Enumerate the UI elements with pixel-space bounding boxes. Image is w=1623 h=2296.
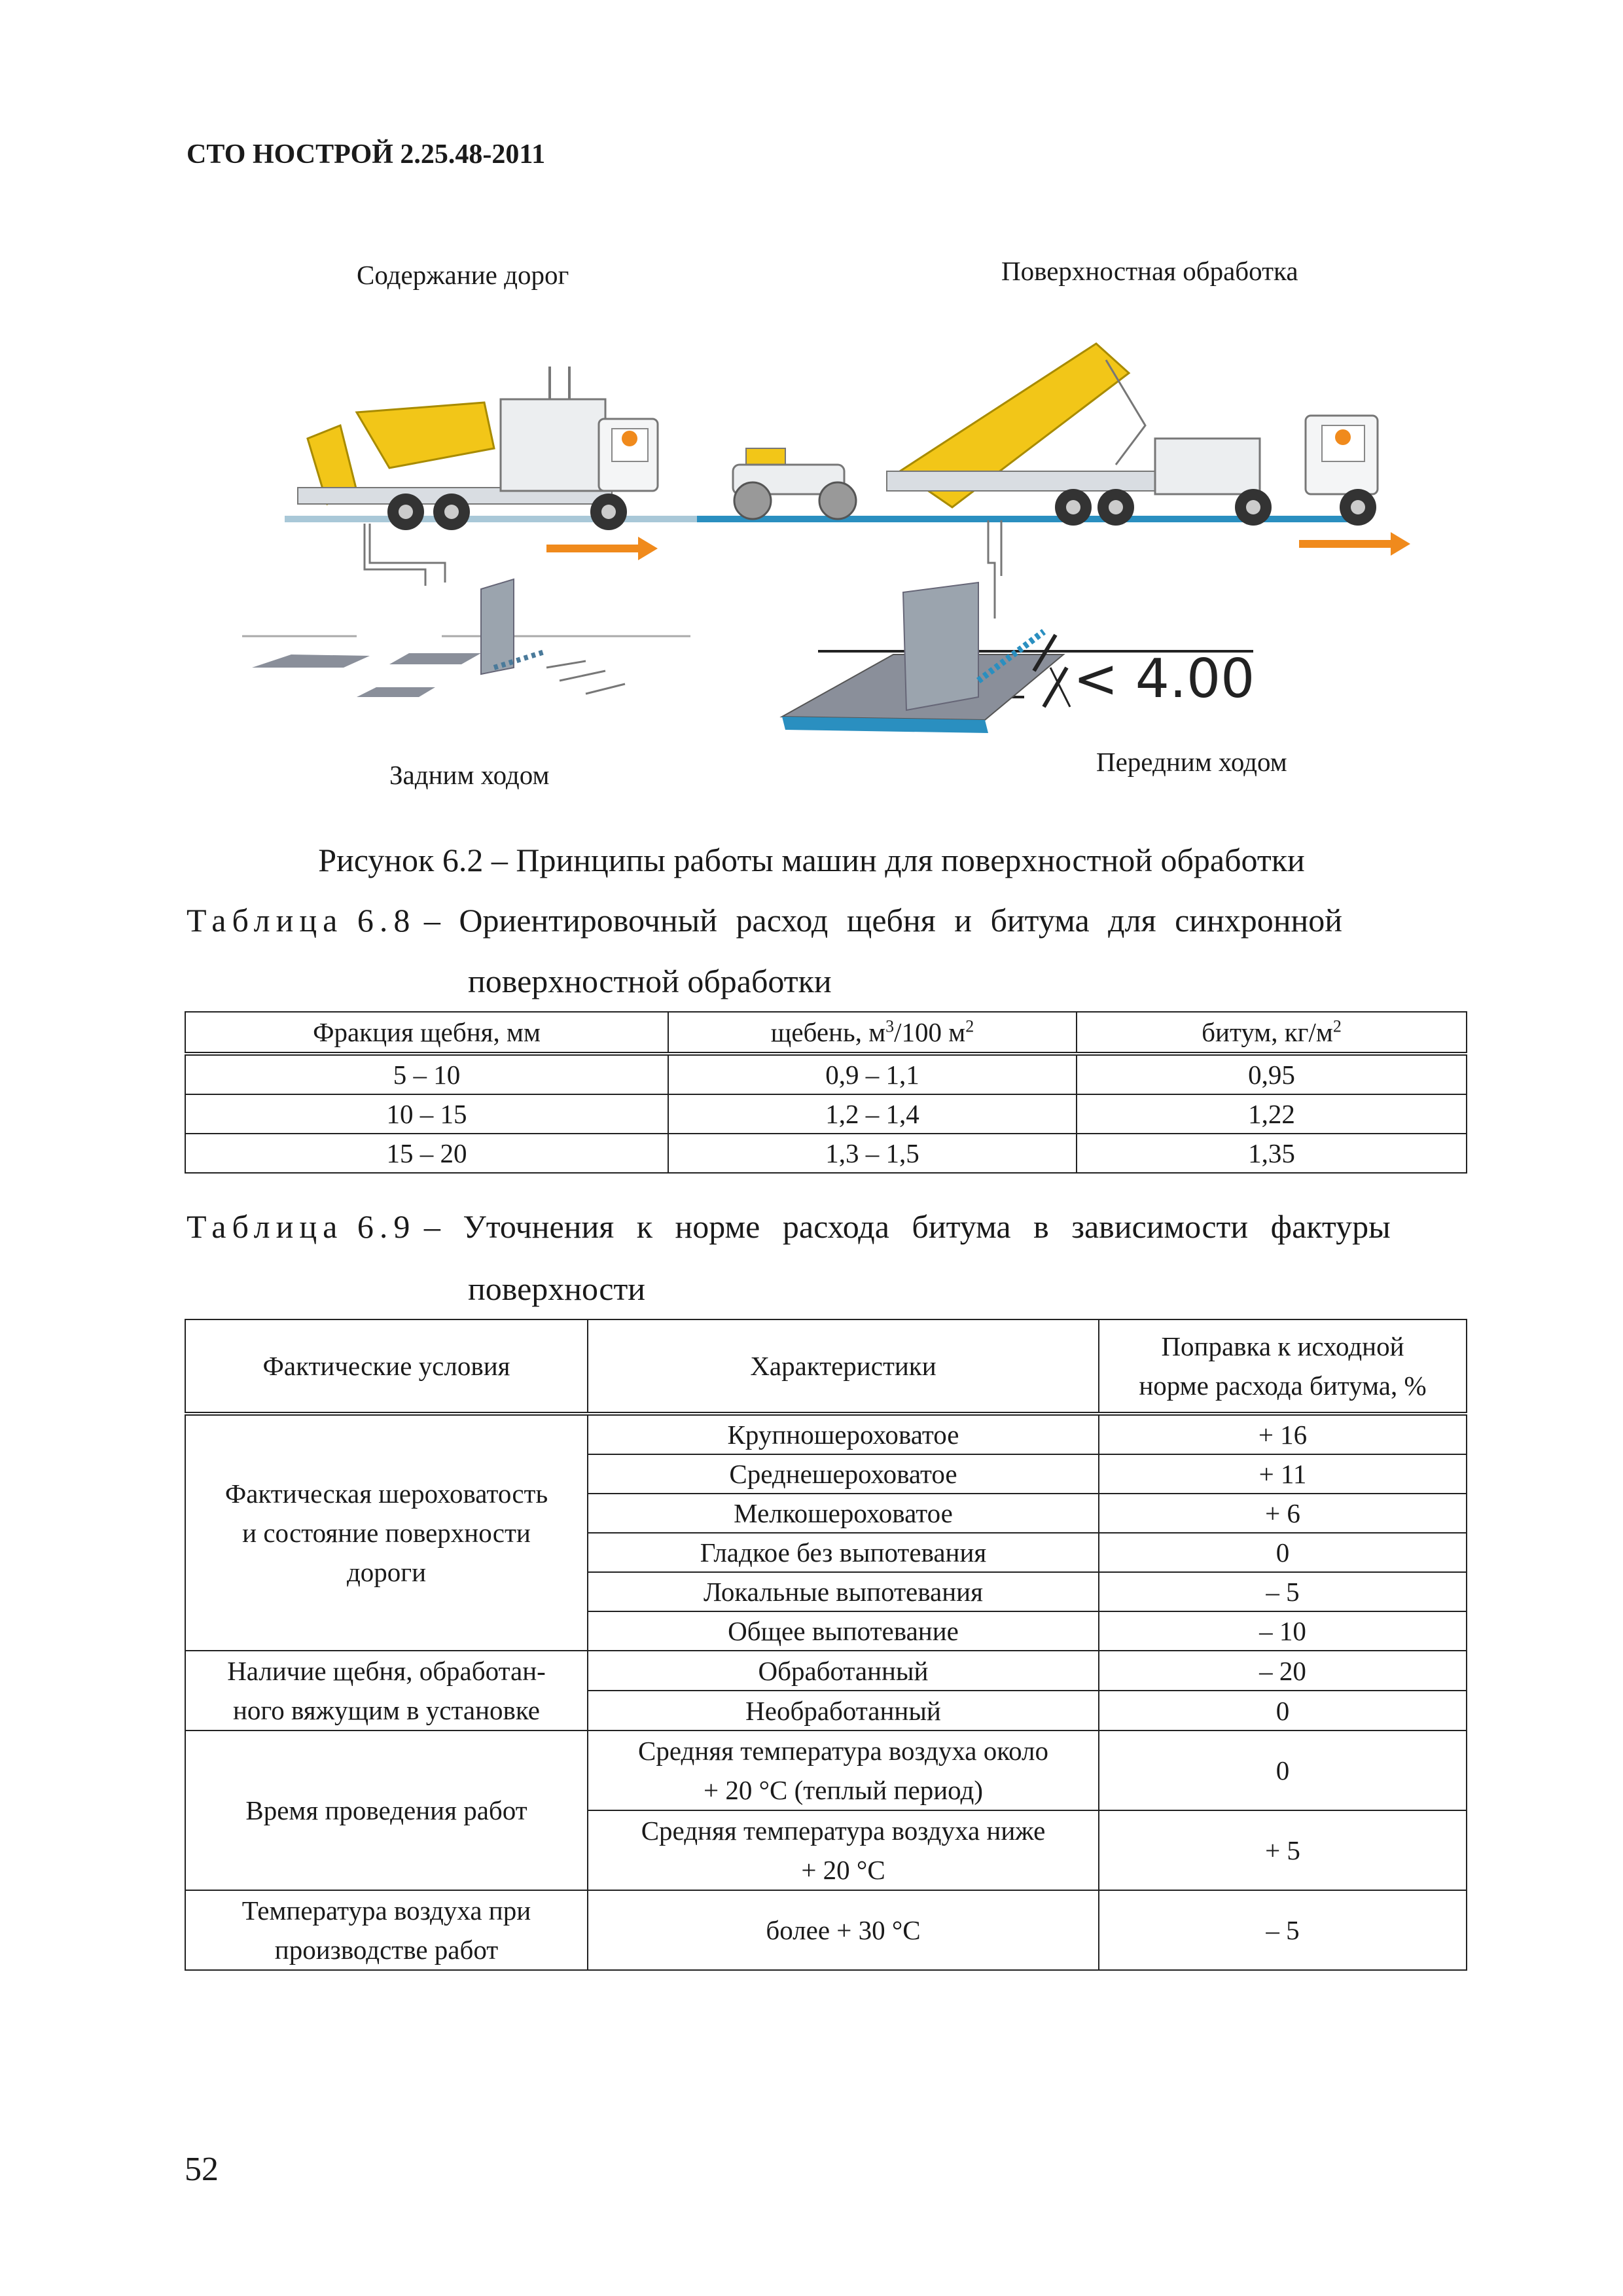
table-row — [185, 1731, 1467, 1810]
table-cell: 0 — [1099, 1731, 1467, 1810]
direction-arrow-right — [1299, 532, 1410, 556]
table-cell: 0 — [1099, 1691, 1467, 1731]
forward-spreading-diagram — [782, 520, 1255, 733]
table-row — [185, 1414, 1467, 1454]
table-cell: 1,22 — [1077, 1094, 1467, 1134]
figure-label-surface-treatment: Поверхностная обработка — [1001, 256, 1298, 286]
table-cell: Средняя температура воздуха около + 20 °С (теплый период) — [588, 1731, 1099, 1810]
condition-cell: Фактическая шероховатость и состояние поверхности дороги — [185, 1414, 588, 1651]
table-cell: 0,9 – 1,1 — [668, 1054, 1077, 1094]
table-cell: более + 30 °С — [588, 1890, 1099, 1970]
table-cell: – 20 — [1099, 1651, 1467, 1691]
table68-caption — [187, 901, 1342, 939]
header-cell: Характеристики — [588, 1319, 1099, 1414]
dimension-label: < 4.00 — [1073, 648, 1255, 710]
header-cell: Поправка к исходной норме расхода битума, % — [1099, 1319, 1467, 1414]
road-roller — [733, 448, 856, 519]
table-cell: 1,3 – 1,5 — [668, 1134, 1077, 1173]
table68-prefix: Таблица 6.8 — [187, 902, 416, 939]
table68-caption-text: – Ориентировочный расход щебня и битума для синхронной — [423, 902, 1343, 939]
table-cell: 10 – 15 — [185, 1094, 668, 1134]
table-row — [185, 1651, 1467, 1691]
table-cell: Средняя температура воздуха ниже + 20 °С — [588, 1810, 1099, 1890]
figure-label-reverse: Задним ходом — [389, 760, 550, 790]
maintenance-truck — [298, 367, 658, 530]
figure-label-forward: Передним ходом — [1096, 747, 1287, 777]
table69-caption-line2: поверхности — [468, 1270, 646, 1307]
table-6-8 — [185, 1011, 1467, 1174]
figure-label-maintenance: Содержание дорог — [357, 260, 569, 290]
figure-caption: Рисунок 6.2 – Принципы работы машин для поверхностной обработки — [318, 842, 1305, 878]
table-row — [185, 1094, 1467, 1134]
header-cell: щебень, $м^3/100$ $м^2$ — [668, 1012, 1077, 1054]
table69-caption-text: – Уточнения к норме расхода битума в зависимости фактуры — [423, 1208, 1391, 1245]
table-row — [185, 1134, 1467, 1173]
road-machines-illustration — [193, 340, 1436, 753]
header-cell: Фактические условия — [185, 1319, 588, 1414]
table-cell: 15 – 20 — [185, 1134, 668, 1173]
condition-cell: Наличие щебня, обработан- ного вяжущим в установке — [185, 1651, 588, 1731]
table-row — [185, 1054, 1467, 1094]
condition-cell: Время проведения работ — [185, 1731, 588, 1890]
table-cell: 5 – 10 — [185, 1054, 668, 1094]
condition-cell: Температура воздуха при производстве работ — [185, 1890, 588, 1970]
table69-caption — [187, 1208, 1391, 1246]
table-cell: Необработанный — [588, 1691, 1099, 1731]
table69-prefix: Таблица 6.9 — [187, 1208, 416, 1245]
table-cell: Общее выпотевание — [588, 1611, 1099, 1651]
table-cell: – 5 — [1099, 1572, 1467, 1611]
table-cell: – 10 — [1099, 1611, 1467, 1651]
table-cell: Обработанный — [588, 1651, 1099, 1691]
table-cell: + 11 — [1099, 1454, 1467, 1494]
table-cell: + 5 — [1099, 1810, 1467, 1890]
document-header: СТО НОСТРОЙ 2.25.48-2011 — [187, 139, 546, 170]
table-cell: Локальные выпотевания — [588, 1572, 1099, 1611]
table-cell: – 5 — [1099, 1890, 1467, 1970]
header-cell: Фракция щебня, мм — [185, 1012, 668, 1054]
table-header-row — [185, 1012, 1467, 1054]
table-cell: + 6 — [1099, 1494, 1467, 1533]
table-cell: Крупношероховатое — [588, 1414, 1099, 1454]
table-cell: Мелкошероховатое — [588, 1494, 1099, 1533]
table-cell: Гладкое без выпотевания — [588, 1533, 1099, 1572]
table68-caption-line2: поверхностной обработки — [468, 963, 832, 999]
table-cell: Среднешероховатое — [588, 1454, 1099, 1494]
page-number: 52 — [185, 2151, 219, 2188]
table-row — [185, 1890, 1467, 1970]
chip-spreader-truck — [887, 344, 1378, 526]
table-cell: 0,95 — [1077, 1054, 1467, 1094]
header-cell: битум, $кг/м^2$ — [1077, 1012, 1467, 1054]
table-cell: 0 — [1099, 1533, 1467, 1572]
table-cell: 1,35 — [1077, 1134, 1467, 1173]
table-cell: 1,2 – 1,4 — [668, 1094, 1077, 1134]
table-cell: + 16 — [1099, 1414, 1467, 1454]
table-header-row — [185, 1319, 1467, 1414]
table-6-9 — [185, 1319, 1467, 1971]
direction-arrow-left — [546, 537, 658, 560]
